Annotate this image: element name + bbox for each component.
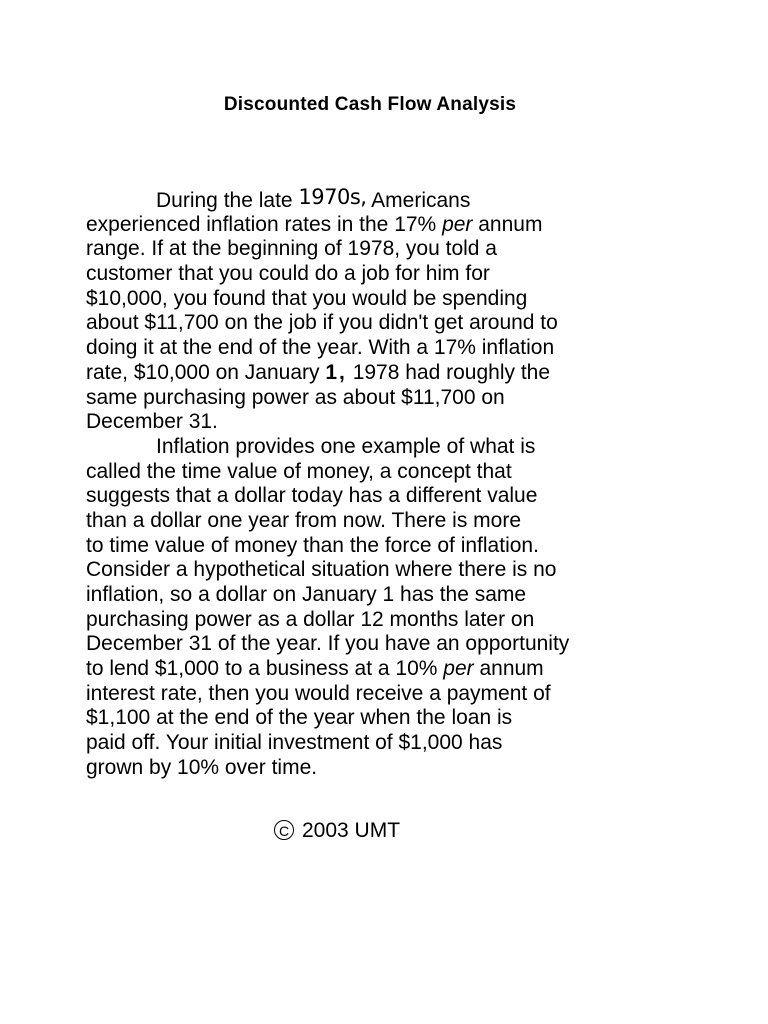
paragraph-1-line: same purchasing power as about $11,700 on bbox=[86, 385, 505, 409]
document-title: Discounted Cash Flow Analysis bbox=[223, 94, 517, 115]
text-segment: Americans bbox=[366, 189, 471, 212]
paragraph-2-line: December 31 of the year. If you have an opportunity bbox=[86, 632, 570, 656]
copyright-text: 2003 UMT bbox=[302, 819, 401, 842]
italic-text: per bbox=[442, 212, 473, 236]
paragraph-1-line bbox=[86, 213, 686, 238]
paragraph-2-line: suggests that a dollar today has a different value bbox=[86, 484, 538, 508]
document-body bbox=[86, 185, 686, 781]
text-segment: 1978 had roughly the bbox=[346, 360, 551, 384]
text-segment: annum bbox=[472, 212, 543, 236]
paragraph-2-line: paid off. Your initial investment of $1,000 has bbox=[86, 731, 503, 755]
paragraph-2-line: interest rate, then you would receive a payment of bbox=[86, 681, 551, 705]
paragraph-1-line: December 31. bbox=[86, 410, 218, 434]
paragraph-2-line: Consider a hypothetical situation where there is no bbox=[86, 558, 557, 582]
paragraph-2-line: called the time value of money, a concept that bbox=[86, 459, 512, 483]
handwritten-insertion: 1970s, bbox=[298, 185, 367, 209]
paragraph-1-line: doing it at the end of the year. With a 17% inflation bbox=[86, 336, 555, 360]
italic-text: per bbox=[443, 657, 474, 681]
paragraph-2-line: purchasing power as a dollar 12 months later on bbox=[86, 607, 535, 631]
copyright-footer bbox=[274, 818, 400, 844]
paragraph-1-line bbox=[86, 361, 686, 386]
paragraph-2-line bbox=[86, 435, 686, 460]
text-segment: Inflation provides one example of what is bbox=[156, 434, 536, 458]
smudged-mark: 1, bbox=[325, 360, 347, 384]
paragraph-1-line bbox=[86, 185, 686, 213]
paragraph-2-line bbox=[86, 657, 686, 682]
paragraph-2-line: than a dollar one year from now. There is more bbox=[86, 508, 522, 532]
paragraph-2-line: grown by 10% over time. bbox=[86, 755, 318, 779]
text-segment: During the late bbox=[156, 189, 299, 212]
paragraph-1-line: $10,000, you found that you would be spending bbox=[86, 286, 528, 310]
paragraph-2-line: to time value of money than the force of inflation. bbox=[86, 533, 539, 557]
text-segment: experienced inflation rates in the 17% bbox=[86, 212, 443, 236]
text-segment: rate, $10,000 on January bbox=[86, 360, 326, 384]
text-segment: annum bbox=[473, 657, 544, 681]
paragraph-1-line: range. If at the beginning of 1978, you told a bbox=[86, 237, 497, 261]
paragraph-2-line: inflation, so a dollar on January 1 has the same bbox=[86, 583, 527, 606]
paragraph-1-line: about $11,700 on the job if you didn't get around to bbox=[86, 311, 558, 335]
copyright-icon: C bbox=[274, 820, 294, 840]
text-segment: to lend $1,000 to a business at a 10% bbox=[86, 657, 444, 681]
paragraph-1-line: customer that you could do a job for him for bbox=[86, 262, 490, 286]
paragraph-2-line: $1,100 at the end of the year when the loan is bbox=[86, 706, 513, 730]
